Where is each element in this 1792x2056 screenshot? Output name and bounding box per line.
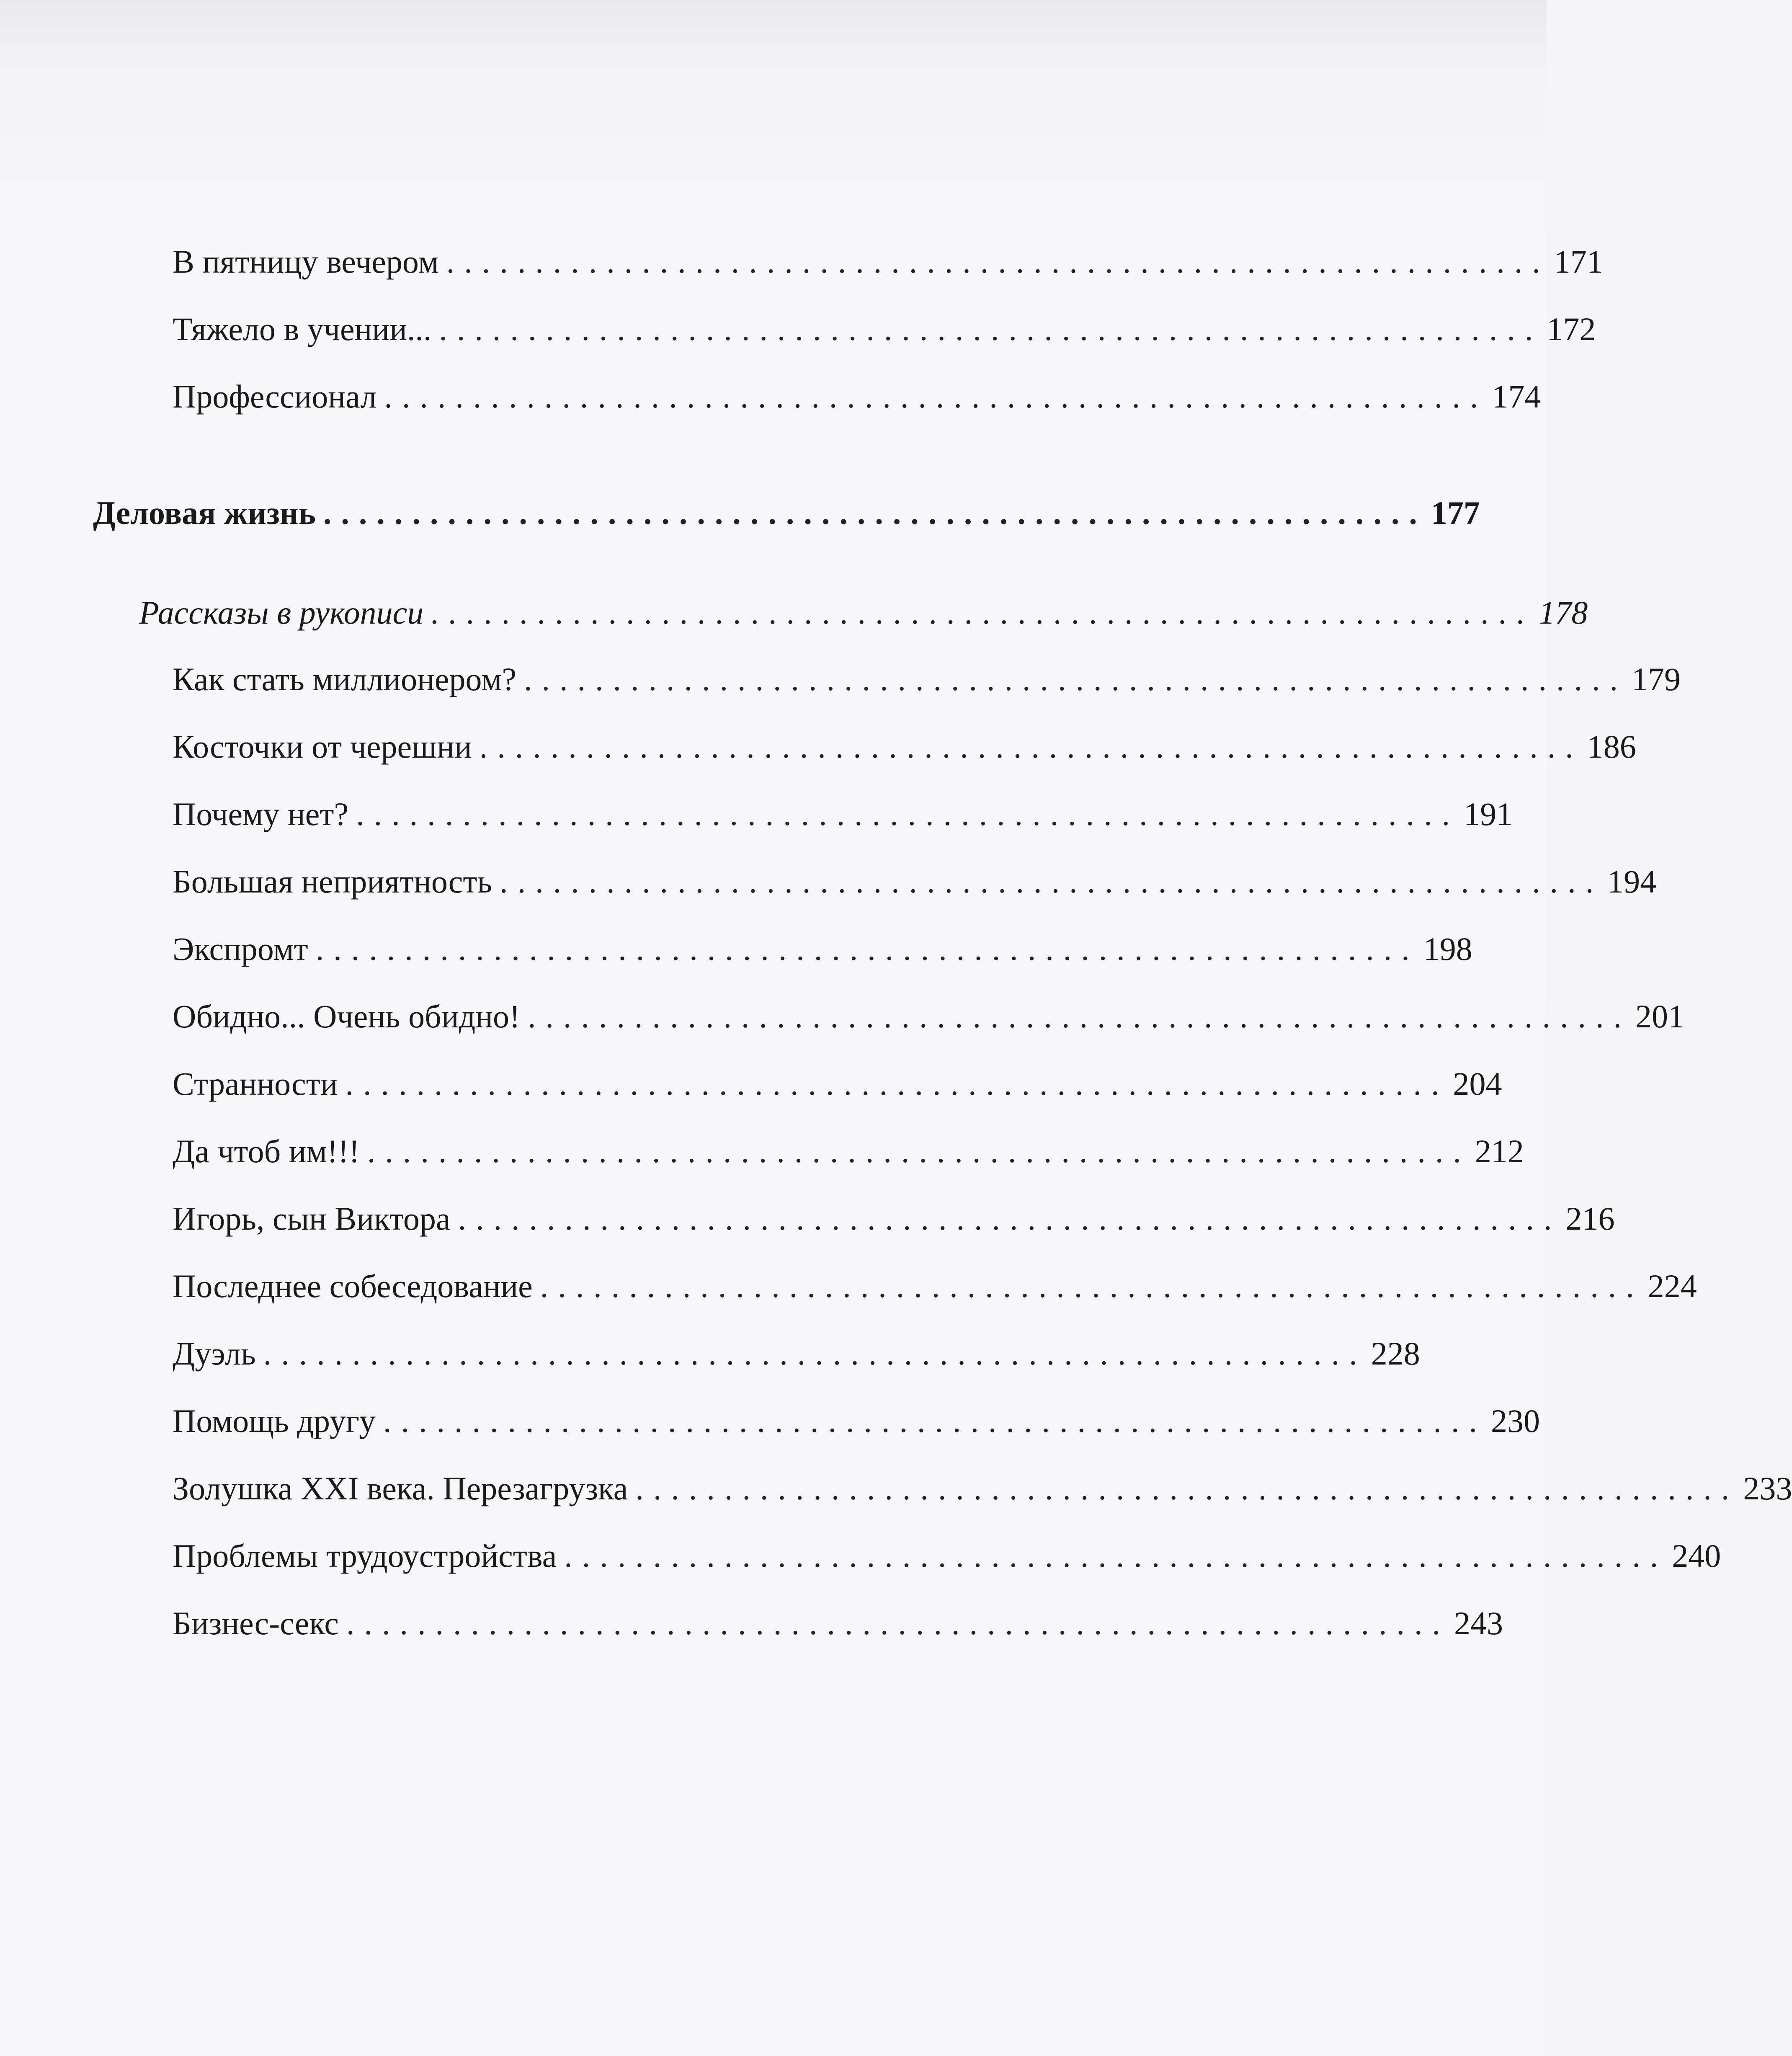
toc-entry-page: 243	[1454, 1605, 1503, 1641]
toc-entry-page: 186	[1587, 728, 1636, 765]
toc-entry-title: Деловая жизнь	[93, 495, 316, 531]
leader-dots: ..............................................................	[439, 311, 1543, 347]
toc-entry	[173, 376, 1541, 418]
toc-entry-page: 194	[1607, 863, 1657, 900]
leader-dots: ..............................................................	[523, 661, 1627, 697]
toc-entry-title: Большая неприятность	[173, 863, 492, 900]
toc-entry-page: 204	[1453, 1065, 1502, 1102]
toc-entry-title: Профессионал	[173, 378, 377, 415]
toc-entry-page: 178	[1539, 594, 1588, 631]
toc-entry	[173, 928, 1472, 970]
toc-entry	[173, 726, 1636, 768]
leader-dots: ..............................................................	[458, 1200, 1562, 1237]
toc-entry-page: 191	[1464, 796, 1513, 832]
toc-entry	[173, 1602, 1503, 1644]
leader-dots: ..............................................................	[367, 1133, 1471, 1169]
toc-subsection	[139, 592, 1588, 634]
leader-dots: ..............................................................	[356, 796, 1460, 832]
toc-entry-title: Помощь другу	[173, 1403, 376, 1439]
toc-entry-page: 179	[1631, 661, 1681, 697]
toc-entry-page: 212	[1475, 1133, 1524, 1169]
toc-entry	[173, 1400, 1540, 1442]
toc-entry	[173, 1535, 1721, 1577]
toc-entry-page: 216	[1565, 1200, 1615, 1237]
toc-entry-title: Золушка XXI века. Перезагрузка	[173, 1470, 628, 1507]
toc-entry-title: Да чтоб им!!!	[173, 1133, 360, 1169]
toc-entry	[173, 861, 1657, 903]
toc-entry-title: Обидно... Очень обидно!	[173, 998, 521, 1034]
toc-entry-page: 224	[1648, 1268, 1697, 1304]
toc-entry	[173, 1265, 1697, 1307]
toc-entry	[173, 1130, 1524, 1172]
leader-dots: ..............................................................	[346, 1605, 1450, 1641]
toc-entry	[173, 793, 1513, 835]
toc-entry-page: 201	[1635, 998, 1685, 1034]
toc-entry-title: Рассказы в рукописи	[139, 594, 424, 631]
toc-entry-title: Игорь, сын Виктора	[173, 1200, 451, 1237]
leader-dots: ..............................................................	[431, 594, 1535, 631]
toc-entry	[173, 241, 1603, 283]
toc-entry-title: Проблемы трудоустройства	[173, 1537, 557, 1574]
toc-entry	[173, 996, 1685, 1037]
toc-entry-title: Бизнес-секс	[173, 1605, 339, 1641]
toc-section	[93, 492, 1480, 534]
toc-entry-title: Как стать миллионером?	[173, 661, 516, 697]
toc-entry-title: Дуэль	[173, 1335, 256, 1372]
leader-dots: ..............................................................	[479, 728, 1583, 765]
leader-dots: ..............................................................	[263, 1335, 1367, 1372]
leader-dots: ..............................................................	[323, 495, 1427, 531]
toc-entry	[173, 658, 1681, 700]
toc-entry	[173, 1333, 1420, 1375]
toc-entry-title: Косточки от черешни	[173, 728, 472, 765]
toc-entry-page: 177	[1431, 495, 1480, 531]
toc-entry-page: 228	[1371, 1335, 1420, 1372]
leader-dots: ..............................................................	[384, 378, 1488, 415]
toc-entry-page: 230	[1491, 1403, 1540, 1439]
leader-dots: ..............................................................	[635, 1470, 1739, 1507]
toc-entry	[173, 1468, 1792, 1509]
toc-entry-page: 172	[1547, 311, 1596, 347]
leader-dots: ..............................................................	[564, 1537, 1668, 1574]
toc-entry-title: Почему нет?	[173, 796, 349, 832]
toc-entry-title: Последнее собеседование	[173, 1268, 533, 1304]
leader-dots: ..............................................................	[540, 1268, 1644, 1304]
toc-entry	[173, 1063, 1502, 1105]
toc-entry-title: В пятницу вечером	[173, 243, 439, 280]
leader-dots: ..............................................................	[383, 1403, 1487, 1439]
toc-entry-page: 171	[1554, 243, 1603, 280]
leader-dots: ..............................................................	[500, 863, 1604, 900]
toc-entry-page: 174	[1492, 378, 1541, 415]
toc-entry-title: Экспромт	[173, 931, 308, 967]
toc-entry-title: Странности	[173, 1065, 338, 1102]
toc-entry-title: Тяжело в учении...	[173, 311, 432, 347]
leader-dots: ..............................................................	[446, 243, 1550, 280]
toc-entry	[173, 308, 1596, 350]
leader-dots: ..............................................................	[528, 998, 1632, 1034]
toc-entry-page: 240	[1672, 1537, 1721, 1574]
toc-entry-page: 233	[1743, 1470, 1792, 1507]
leader-dots: ..............................................................	[315, 931, 1419, 967]
leader-dots: ..............................................................	[345, 1065, 1449, 1102]
toc-entry	[173, 1198, 1615, 1240]
toc-entry-page: 198	[1423, 931, 1472, 967]
